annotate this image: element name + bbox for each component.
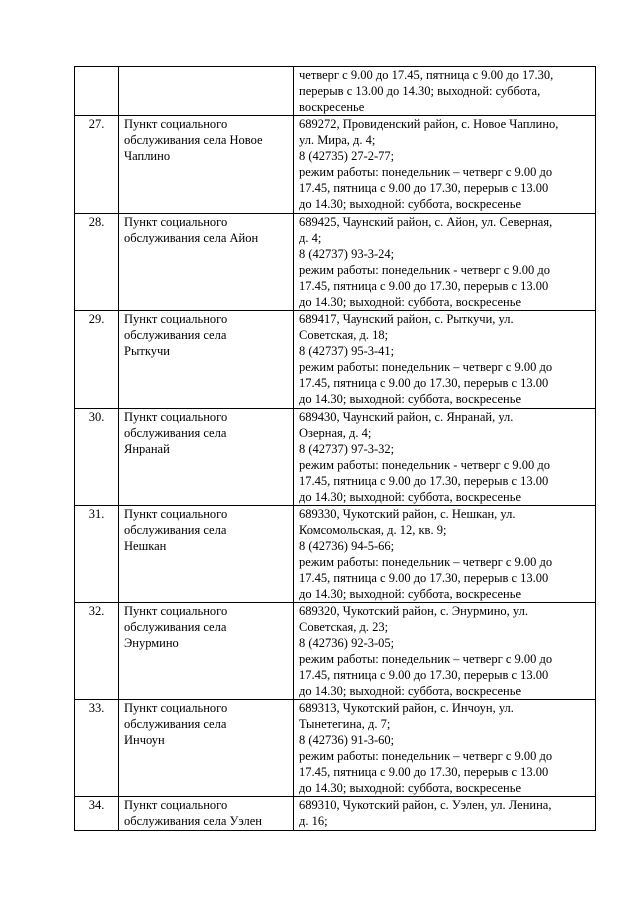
table-row xyxy=(75,700,596,797)
row-number: 34. xyxy=(75,797,119,831)
row-number xyxy=(75,67,119,116)
contact-info: четверг с 9.00 до 17.45, пятница с 9.00 до 17.30, перерыв с 13.00 до 14.30; выходной: суббота, воскресенье xyxy=(294,67,596,116)
contact-info: 689272, Провиденский район, с. Новое Чаплино, ул. Мира, д. 4; 8 (42735) 27-2-77; режим работы: понедельник – четверг с 9.00 до 17.45, пятница с 9.00 до 17.30, перерыв с 13.00 до 14.30; выходной: суббота, воскресенье xyxy=(294,116,596,214)
row-number: 29. xyxy=(75,311,119,409)
institutions-table xyxy=(74,66,596,831)
institution-name: Пункт социального обслуживания села Уэлен xyxy=(119,797,294,831)
table-row xyxy=(75,214,596,311)
row-number: 33. xyxy=(75,700,119,797)
row-number: 28. xyxy=(75,214,119,311)
institution-name: Пункт социального обслуживания села Рыткучи xyxy=(119,311,294,409)
institution-name: Пункт социального обслуживания села Новое Чаплино xyxy=(119,116,294,214)
institution-name: Пункт социального обслуживания села Янранай xyxy=(119,409,294,506)
contact-info: 689320, Чукотский район, с. Энурмино, ул. Советская, д. 23; 8 (42736) 92-3-05; режим работы: понедельник – четверг с 9.00 до 17.45, пятница с 9.00 до 17.30, перерыв с 13.00 до 14.30; выходной: суббота, воскресенье xyxy=(294,603,596,700)
table-row xyxy=(75,603,596,700)
table-row xyxy=(75,506,596,603)
institution-name: Пункт социального обслуживания села Инчоун xyxy=(119,700,294,797)
row-number: 31. xyxy=(75,506,119,603)
row-number: 27. xyxy=(75,116,119,214)
table-row xyxy=(75,311,596,409)
row-number: 32. xyxy=(75,603,119,700)
institution-name: Пункт социального обслуживания села Энурмино xyxy=(119,603,294,700)
table-row xyxy=(75,797,596,831)
institution-name: Пункт социального обслуживания села Айон xyxy=(119,214,294,311)
contact-info: 689417, Чаунский район, с. Рыткучи, ул. Советская, д. 18; 8 (42737) 95-3-41; режим работы: понедельник – четверг с 9.00 до 17.45, пятница с 9.00 до 17.30, перерыв с 13.00 до 14.30; выходной: суббота, воскресенье xyxy=(294,311,596,409)
table-row xyxy=(75,67,596,116)
institution-name xyxy=(119,67,294,116)
institution-name: Пункт социального обслуживания села Нешкан xyxy=(119,506,294,603)
contact-info: 689310, Чукотский район, с. Уэлен, ул. Ленина, д. 16; xyxy=(294,797,596,831)
row-number: 30. xyxy=(75,409,119,506)
contact-info: 689425, Чаунский район, с. Айон, ул. Северная, д. 4; 8 (42737) 93-3-24; режим работы: понедельник - четверг с 9.00 до 17.45, пятница с 9.00 до 17.30, перерыв с 13.00 до 14.30; выходной: суббота, воскресенье xyxy=(294,214,596,311)
contact-info: 689430, Чаунский район, с. Янранай, ул. Озерная, д. 4; 8 (42737) 97-3-32; режим работы: понедельник - четверг с 9.00 до 17.45, пятница с 9.00 до 17.30, перерыв с 13.00 до 14.30; выходной: суббота, воскресенье xyxy=(294,409,596,506)
contact-info: 689313, Чукотский район, с. Инчоун, ул. Тынетегина, д. 7; 8 (42736) 91-3-60; режим работы: понедельник – четверг с 9.00 до 17.45, пятница с 9.00 до 17.30, перерыв с 13.00 до 14.30; выходной: суббота, воскресенье xyxy=(294,700,596,797)
contact-info: 689330, Чукотский район, с. Нешкан, ул. Комсомольская, д. 12, кв. 9; 8 (42736) 94-5-66; режим работы: понедельник – четверг с 9.00 до 17.45, пятница с 9.00 до 17.30, перерыв с 13.00 до 14.30; выходной: суббота, воскресенье xyxy=(294,506,596,603)
table-row xyxy=(75,409,596,506)
table-row xyxy=(75,116,596,214)
